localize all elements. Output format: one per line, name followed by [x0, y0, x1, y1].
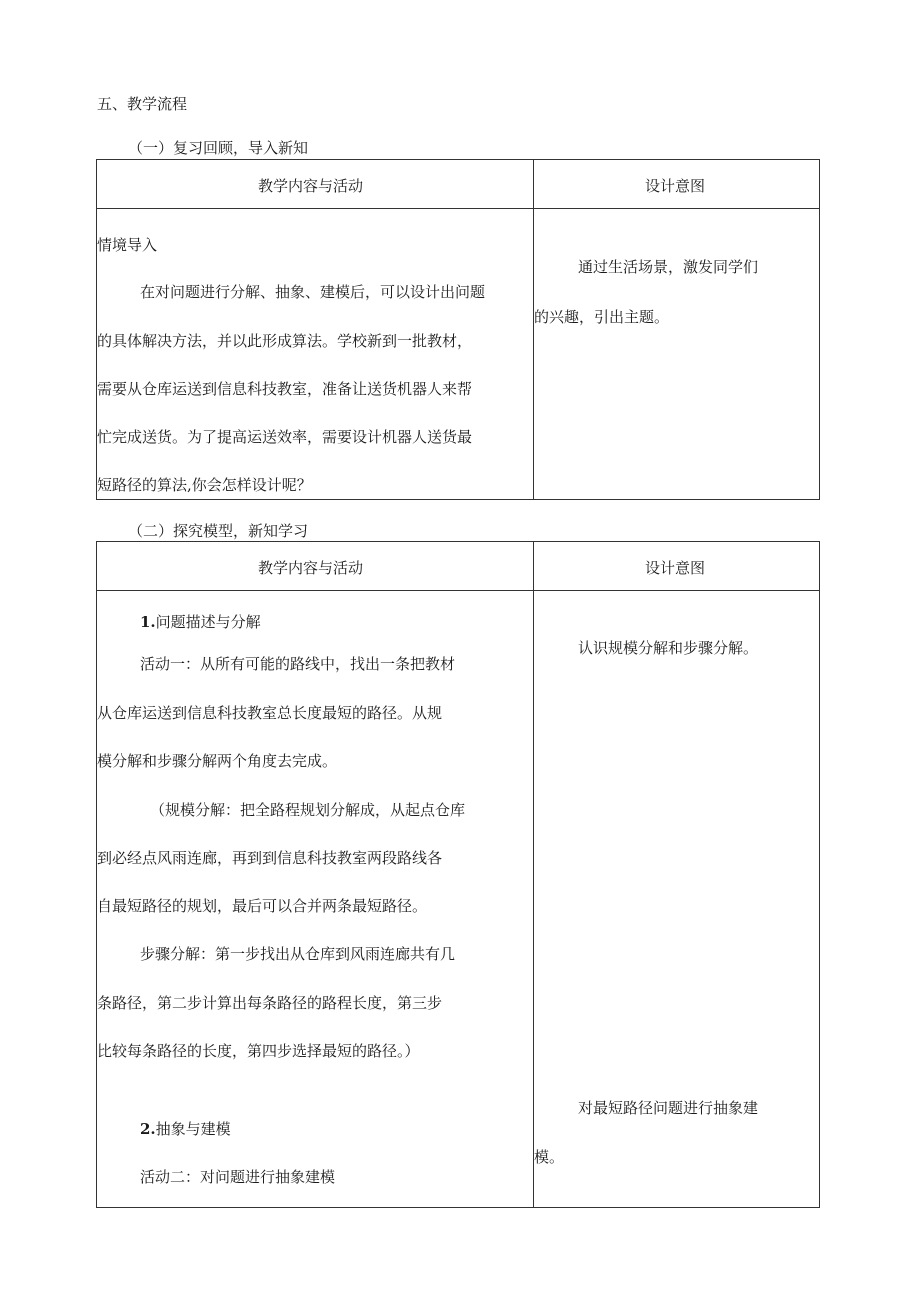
scale-decomposition-line: 自最短路径的规划，最后可以合并两条最短路径。	[97, 897, 428, 915]
item2-heading	[140, 1118, 231, 1139]
step-decomposition-line: 比较每条路径的长度，第四步选择最短的路径。）	[97, 1042, 420, 1060]
table-intro-header-intent: 设计意图	[645, 177, 706, 195]
activity2-line: 活动二：对问题进行抽象建模	[140, 1168, 336, 1186]
table-explore-header-intent: 设计意图	[645, 559, 706, 577]
activity1-line: 模分解和步骤分解两个角度去完成。	[97, 752, 338, 770]
part2-heading: （二）探究模型，新知学习	[128, 522, 309, 540]
scenario-line: 短路径的算法,你会怎样设计呢？	[97, 476, 312, 494]
activity1-line: 从仓库运送到信息科技教室总长度最短的路径。从规	[97, 704, 443, 722]
table-intro-header-divider	[96, 208, 820, 209]
scale-decomposition-line: 到必经点风雨连廊，再到到信息科技教室两段路线各	[97, 849, 443, 867]
scale-decomposition-line: （规模分解：把全路程规划分解成，从起点仓库	[150, 801, 466, 819]
scenario-line: 忙完成送货。为了提高运送效率，需要设计机器人送货最	[97, 428, 473, 446]
part1-heading: （一）复习回顾，导入新知	[128, 139, 309, 157]
intro-intent-line: 通过生活场景，激发同学们	[578, 258, 759, 276]
item1-heading	[140, 611, 261, 632]
intro-intent-line: 的兴趣，引出主题。	[534, 308, 670, 326]
scenario-line: 的具体解决方法，并以此形成算法。学校新到一批教材，	[97, 332, 473, 350]
scenario-line: 在对问题进行分解、抽象、建模后，可以设计出问题	[140, 283, 486, 301]
table-explore-column-divider	[533, 541, 534, 1208]
table-intro-header-content: 教学内容与活动	[258, 177, 364, 195]
table-explore-header-content: 教学内容与活动	[258, 559, 364, 577]
item1-number: 1.	[140, 613, 156, 631]
explore-intent-2-line: 模。	[534, 1148, 565, 1166]
activity1-line: 活动一：从所有可能的路线中，找出一条把教材	[140, 655, 456, 673]
explore-intent-1: 认识规模分解和步骤分解。	[578, 639, 759, 657]
step-decomposition-line: 条路径，第二步计算出每条路径的路程长度，第三步	[97, 994, 443, 1012]
scenario-title: 情境导入	[97, 236, 158, 254]
scenario-line: 需要从仓库运送到信息科技教室，准备让送货机器人来帮	[97, 380, 473, 398]
step-decomposition-line: 步骤分解：第一步找出从仓库到风雨连廊共有几	[140, 945, 456, 963]
table-explore-header-divider	[96, 590, 820, 591]
table-intro-column-divider	[533, 159, 534, 500]
explore-intent-2-line: 对最短路径问题进行抽象建	[578, 1099, 759, 1117]
item1-title: 问题描述与分解	[155, 613, 261, 631]
section-title: 五、教学流程	[97, 95, 188, 113]
item2-title: 抽象与建模	[155, 1120, 231, 1138]
item2-number: 2.	[140, 1120, 156, 1138]
